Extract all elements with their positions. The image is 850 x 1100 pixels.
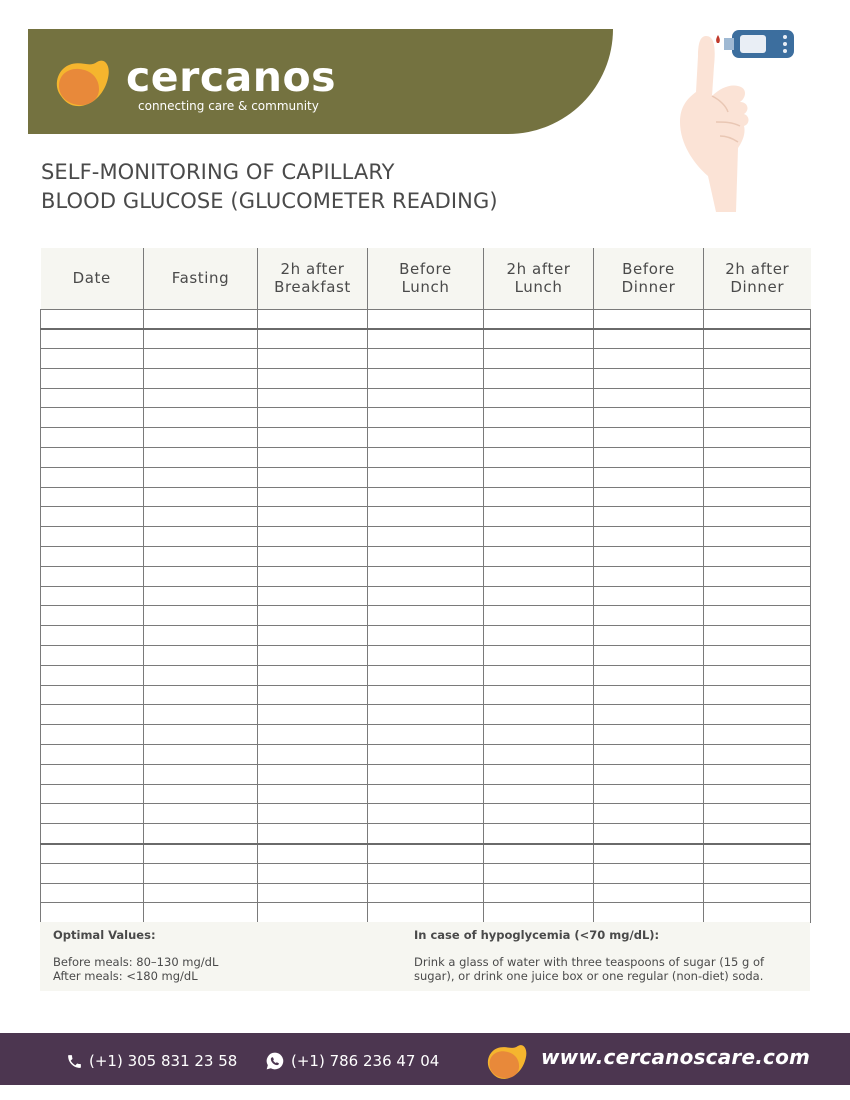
table-cell[interactable]	[368, 428, 484, 448]
table-cell[interactable]	[258, 903, 368, 923]
table-cell[interactable]	[368, 863, 484, 883]
table-cell[interactable]	[484, 408, 594, 428]
table-cell[interactable]	[41, 665, 144, 685]
table-cell[interactable]	[144, 804, 258, 824]
table-cell[interactable]	[594, 606, 704, 626]
table-cell[interactable]	[41, 507, 144, 527]
column-header-before-dinner	[594, 248, 704, 309]
table-cell[interactable]	[258, 448, 368, 468]
table-cell[interactable]	[368, 804, 484, 824]
table-cell[interactable]	[704, 388, 811, 408]
table-cell[interactable]	[484, 566, 594, 586]
table-row	[41, 745, 811, 765]
table-cell[interactable]	[41, 903, 144, 923]
table-cell[interactable]	[144, 388, 258, 408]
table-cell[interactable]	[41, 349, 144, 369]
table-cell[interactable]	[144, 487, 258, 507]
table-cell[interactable]	[41, 824, 144, 844]
table-cell[interactable]	[484, 725, 594, 745]
table-cell[interactable]	[144, 665, 258, 685]
table-cell[interactable]	[144, 467, 258, 487]
table-cell[interactable]	[258, 388, 368, 408]
table-cell[interactable]	[258, 824, 368, 844]
table-row	[41, 428, 811, 448]
table-cell[interactable]	[704, 903, 811, 923]
table-cell[interactable]	[594, 408, 704, 428]
table-row	[41, 764, 811, 784]
hypoglycemia-heading: In case of hypoglycemia (<70 mg/dL):	[414, 928, 660, 942]
table-row	[41, 408, 811, 428]
table-cell[interactable]	[368, 725, 484, 745]
table-cell[interactable]	[258, 408, 368, 428]
page-title	[41, 158, 601, 216]
table-cell[interactable]	[594, 487, 704, 507]
table-cell[interactable]	[144, 784, 258, 804]
table-cell[interactable]	[368, 527, 484, 547]
table-cell[interactable]	[144, 507, 258, 527]
table-cell[interactable]	[258, 428, 368, 448]
table-cell[interactable]	[41, 566, 144, 586]
column-header-line: Date	[72, 269, 111, 288]
table-row	[41, 804, 811, 824]
table-cell[interactable]	[258, 467, 368, 487]
table-cell[interactable]	[484, 784, 594, 804]
table-cell[interactable]	[41, 428, 144, 448]
table-cell[interactable]	[484, 863, 594, 883]
column-header-date	[41, 248, 144, 309]
table-cell[interactable]	[704, 507, 811, 527]
table-cell[interactable]	[594, 388, 704, 408]
column-header-line: 2h after	[725, 260, 790, 279]
table-cell[interactable]	[484, 824, 594, 844]
table-cell[interactable]	[258, 547, 368, 567]
table-cell[interactable]	[368, 665, 484, 685]
table-row	[41, 547, 811, 567]
table-cell[interactable]	[368, 586, 484, 606]
table-cell[interactable]	[144, 606, 258, 626]
table-row	[41, 329, 811, 349]
table-cell[interactable]	[484, 507, 594, 527]
table-cell[interactable]	[41, 804, 144, 824]
table-cell[interactable]	[594, 824, 704, 844]
column-header-line: Before	[399, 260, 452, 279]
table-cell[interactable]	[704, 586, 811, 606]
table-cell[interactable]	[594, 903, 704, 923]
table-cell[interactable]	[484, 705, 594, 725]
table-cell[interactable]	[368, 844, 484, 864]
table-cell[interactable]	[704, 665, 811, 685]
table-cell[interactable]	[594, 665, 704, 685]
optimal-values-heading: Optimal Values:	[53, 928, 156, 942]
table-cell[interactable]	[258, 329, 368, 349]
table-cell[interactable]	[484, 309, 594, 329]
table-cell[interactable]	[594, 844, 704, 864]
table-cell[interactable]	[144, 527, 258, 547]
table-cell[interactable]	[704, 408, 811, 428]
table-cell[interactable]	[704, 725, 811, 745]
table-cell[interactable]	[704, 646, 811, 666]
table-cell[interactable]	[704, 428, 811, 448]
table-cell[interactable]	[144, 566, 258, 586]
table-cell[interactable]	[484, 646, 594, 666]
table-cell[interactable]	[144, 725, 258, 745]
table-cell[interactable]	[484, 626, 594, 646]
table-cell[interactable]	[368, 507, 484, 527]
table-cell[interactable]	[368, 606, 484, 626]
table-cell[interactable]	[484, 388, 594, 408]
table-row	[41, 705, 811, 725]
table-row	[41, 883, 811, 903]
table-cell[interactable]	[41, 467, 144, 487]
info-box	[40, 922, 810, 991]
table-cell[interactable]	[41, 646, 144, 666]
table-cell[interactable]	[484, 586, 594, 606]
table-row	[41, 448, 811, 468]
table-row	[41, 349, 811, 369]
table-cell[interactable]	[41, 626, 144, 646]
table-cell[interactable]	[704, 844, 811, 864]
table-cell[interactable]	[144, 368, 258, 388]
table-cell[interactable]	[258, 349, 368, 369]
table-cell[interactable]	[144, 349, 258, 369]
table-cell[interactable]	[258, 606, 368, 626]
table-cell[interactable]	[144, 685, 258, 705]
table-cell[interactable]	[594, 883, 704, 903]
table-cell[interactable]	[704, 606, 811, 626]
table-cell[interactable]	[368, 467, 484, 487]
table-cell[interactable]	[41, 547, 144, 567]
table-cell[interactable]	[484, 745, 594, 765]
phone-icon	[66, 1053, 83, 1070]
table-cell[interactable]	[258, 863, 368, 883]
table-cell[interactable]	[144, 329, 258, 349]
table-row	[41, 685, 811, 705]
table-cell[interactable]	[368, 329, 484, 349]
table-cell[interactable]	[368, 784, 484, 804]
table-cell[interactable]	[484, 467, 594, 487]
table-cell[interactable]	[594, 725, 704, 745]
table-cell[interactable]	[258, 705, 368, 725]
table-cell[interactable]	[594, 507, 704, 527]
table-cell[interactable]	[704, 309, 811, 329]
table-cell[interactable]	[484, 368, 594, 388]
column-header-2h-after-dinner	[704, 248, 811, 309]
table-cell[interactable]	[144, 745, 258, 765]
glucose-log-table	[40, 248, 811, 923]
column-header-line: Lunch	[514, 278, 563, 297]
table-cell[interactable]	[41, 764, 144, 784]
table-cell[interactable]	[41, 685, 144, 705]
table-cell[interactable]	[41, 487, 144, 507]
table-cell[interactable]	[704, 804, 811, 824]
table-cell[interactable]	[484, 903, 594, 923]
table-cell[interactable]	[368, 685, 484, 705]
table-cell[interactable]	[594, 368, 704, 388]
table-row	[41, 824, 811, 844]
hypoglycemia-advice-line-2: sugar), or drink one juice box or one regular (non-diet) soda.	[414, 969, 764, 983]
table-cell[interactable]	[484, 329, 594, 349]
table-row	[41, 467, 811, 487]
table-cell[interactable]	[368, 448, 484, 468]
table-cell[interactable]	[41, 844, 144, 864]
table-cell[interactable]	[258, 507, 368, 527]
table-cell[interactable]	[41, 745, 144, 765]
table-row	[41, 527, 811, 547]
page-title-line-1: SELF-MONITORING OF CAPILLARY	[41, 160, 395, 184]
table-cell[interactable]	[484, 606, 594, 626]
table-cell[interactable]	[258, 685, 368, 705]
table-cell[interactable]	[594, 646, 704, 666]
table-cell[interactable]	[144, 863, 258, 883]
table-cell[interactable]	[258, 566, 368, 586]
table-cell[interactable]	[704, 349, 811, 369]
table-row	[41, 586, 811, 606]
table-row	[41, 665, 811, 685]
page-title-line-2: BLOOD GLUCOSE (GLUCOMETER READING)	[41, 189, 498, 213]
table-cell[interactable]	[258, 586, 368, 606]
table-cell[interactable]	[704, 626, 811, 646]
table-cell[interactable]	[368, 626, 484, 646]
table-cell[interactable]	[594, 586, 704, 606]
column-header-2h-after-breakfast	[258, 248, 368, 309]
table-cell[interactable]	[704, 566, 811, 586]
table-row	[41, 784, 811, 804]
table-cell[interactable]	[704, 863, 811, 883]
column-header-2h-after-lunch	[484, 248, 594, 309]
table-cell[interactable]	[704, 745, 811, 765]
table-cell[interactable]	[594, 566, 704, 586]
cercanos-logo-icon	[53, 56, 111, 108]
table-cell[interactable]	[484, 804, 594, 824]
table-cell[interactable]	[144, 547, 258, 567]
table-row	[41, 368, 811, 388]
table-cell[interactable]	[704, 764, 811, 784]
column-header-line: Breakfast	[274, 278, 351, 297]
table-cell[interactable]	[258, 784, 368, 804]
table-cell[interactable]	[368, 745, 484, 765]
table-cell[interactable]	[144, 586, 258, 606]
table-cell[interactable]	[594, 349, 704, 369]
table-cell[interactable]	[704, 784, 811, 804]
table-cell[interactable]	[368, 705, 484, 725]
table-cell[interactable]	[144, 626, 258, 646]
table-row	[41, 903, 811, 923]
column-header-line: Fasting	[171, 269, 230, 288]
table-cell[interactable]	[484, 665, 594, 685]
column-header-fasting	[144, 248, 258, 309]
table-cell[interactable]	[41, 408, 144, 428]
table-cell[interactable]	[144, 646, 258, 666]
table-cell[interactable]	[144, 309, 258, 329]
brand-name: cercanos	[126, 53, 337, 101]
table-cell[interactable]	[704, 685, 811, 705]
table-cell[interactable]	[484, 527, 594, 547]
table-cell[interactable]	[41, 329, 144, 349]
table-cell[interactable]	[144, 844, 258, 864]
table-cell[interactable]	[704, 547, 811, 567]
footer-whatsapp[interactable]	[265, 1051, 439, 1071]
footer	[0, 1033, 850, 1085]
table-row	[41, 725, 811, 745]
optimal-values-before-meals: Before meals: 80–130 mg/dL	[53, 955, 219, 969]
table-row	[41, 388, 811, 408]
table-row	[41, 507, 811, 527]
table-cell[interactable]	[368, 349, 484, 369]
table-cell[interactable]	[594, 547, 704, 567]
table-cell[interactable]	[594, 745, 704, 765]
table-row	[41, 863, 811, 883]
table-cell[interactable]	[704, 824, 811, 844]
table-row	[41, 566, 811, 586]
table-cell[interactable]	[704, 329, 811, 349]
table-cell[interactable]	[594, 863, 704, 883]
table-cell[interactable]	[368, 824, 484, 844]
table-cell[interactable]	[144, 903, 258, 923]
hypoglycemia-advice-line-1: Drink a glass of water with three teaspoons of sugar (15 g of	[414, 955, 765, 969]
column-header-line: 2h after	[280, 260, 345, 279]
table-cell[interactable]	[368, 388, 484, 408]
table-cell[interactable]	[484, 685, 594, 705]
table-cell[interactable]	[704, 705, 811, 725]
table-cell[interactable]	[258, 745, 368, 765]
phone-number: (+1) 305 831 23 58	[89, 1052, 238, 1070]
whatsapp-icon	[265, 1051, 285, 1071]
table-cell[interactable]	[594, 527, 704, 547]
table-cell[interactable]	[41, 705, 144, 725]
table-cell[interactable]	[484, 448, 594, 468]
table-cell[interactable]	[258, 844, 368, 864]
column-header-line: Dinner	[621, 278, 676, 297]
table-cell[interactable]	[484, 883, 594, 903]
table-cell[interactable]	[41, 448, 144, 468]
optimal-values-after-meals: After meals: <180 mg/dL	[53, 969, 198, 983]
table-cell[interactable]	[258, 665, 368, 685]
table-cell[interactable]	[594, 626, 704, 646]
table-cell[interactable]	[368, 903, 484, 923]
table-cell[interactable]	[258, 804, 368, 824]
table-cell[interactable]	[368, 764, 484, 784]
table-cell[interactable]	[258, 725, 368, 745]
table-cell[interactable]	[368, 883, 484, 903]
table-header-row	[41, 248, 811, 309]
table-row	[41, 606, 811, 626]
table-cell[interactable]	[368, 487, 484, 507]
column-header-before-lunch	[368, 248, 484, 309]
table-cell[interactable]	[484, 547, 594, 567]
table-cell[interactable]	[594, 705, 704, 725]
table-cell[interactable]	[368, 309, 484, 329]
table-cell[interactable]	[704, 467, 811, 487]
table-cell[interactable]	[484, 487, 594, 507]
table-cell[interactable]	[594, 764, 704, 784]
table-cell[interactable]	[258, 883, 368, 903]
table-cell[interactable]	[258, 487, 368, 507]
table-cell[interactable]	[144, 824, 258, 844]
table-cell[interactable]	[41, 863, 144, 883]
table-cell[interactable]	[258, 646, 368, 666]
table-cell[interactable]	[41, 527, 144, 547]
whatsapp-number: (+1) 786 236 47 04	[291, 1052, 440, 1070]
column-header-line: Dinner	[730, 278, 785, 297]
table-cell[interactable]	[704, 487, 811, 507]
column-header-line: Before	[622, 260, 675, 279]
table-cell[interactable]	[144, 705, 258, 725]
table-cell[interactable]	[594, 309, 704, 329]
table-cell[interactable]	[368, 547, 484, 567]
footer-phone[interactable]	[66, 1051, 237, 1071]
table-cell[interactable]	[258, 626, 368, 646]
table-cell[interactable]	[144, 883, 258, 903]
table-row	[41, 844, 811, 864]
table-cell[interactable]	[484, 844, 594, 864]
hand-glucometer-icon	[676, 26, 798, 212]
table-cell[interactable]	[368, 408, 484, 428]
table-cell[interactable]	[41, 586, 144, 606]
table-row	[41, 487, 811, 507]
table-row	[41, 309, 811, 329]
table-cell[interactable]	[41, 309, 144, 329]
table-cell[interactable]	[704, 448, 811, 468]
table-row	[41, 626, 811, 646]
table-cell[interactable]	[484, 428, 594, 448]
glucose-log-body	[41, 309, 811, 923]
table-cell[interactable]	[144, 764, 258, 784]
website-link[interactable]: www.cercanoscare.com	[541, 1045, 811, 1069]
table-cell[interactable]	[704, 527, 811, 547]
table-cell[interactable]	[594, 448, 704, 468]
table-cell[interactable]	[41, 606, 144, 626]
table-cell[interactable]	[144, 428, 258, 448]
table-cell[interactable]	[144, 408, 258, 428]
table-cell[interactable]	[144, 448, 258, 468]
column-header-line: 2h after	[506, 260, 571, 279]
table-cell[interactable]	[368, 646, 484, 666]
table-cell[interactable]	[368, 566, 484, 586]
table-cell[interactable]	[594, 467, 704, 487]
table-cell[interactable]	[258, 527, 368, 547]
table-cell[interactable]	[41, 784, 144, 804]
table-cell[interactable]	[368, 368, 484, 388]
table-cell[interactable]	[484, 764, 594, 784]
table-cell[interactable]	[484, 349, 594, 369]
brand-tagline: connecting care & community	[138, 99, 319, 113]
cercanos-footer-logo-icon	[485, 1041, 528, 1081]
table-cell[interactable]	[41, 725, 144, 745]
table-cell[interactable]	[594, 685, 704, 705]
table-cell[interactable]	[41, 883, 144, 903]
table-cell[interactable]	[258, 368, 368, 388]
table-row	[41, 646, 811, 666]
table-cell[interactable]	[594, 329, 704, 349]
table-cell[interactable]	[594, 784, 704, 804]
table-cell[interactable]	[704, 368, 811, 388]
table-cell[interactable]	[258, 309, 368, 329]
table-cell[interactable]	[41, 388, 144, 408]
table-cell[interactable]	[594, 428, 704, 448]
table-cell[interactable]	[704, 883, 811, 903]
column-header-line: Lunch	[401, 278, 450, 297]
table-cell[interactable]	[258, 764, 368, 784]
table-cell[interactable]	[594, 804, 704, 824]
table-cell[interactable]	[41, 368, 144, 388]
